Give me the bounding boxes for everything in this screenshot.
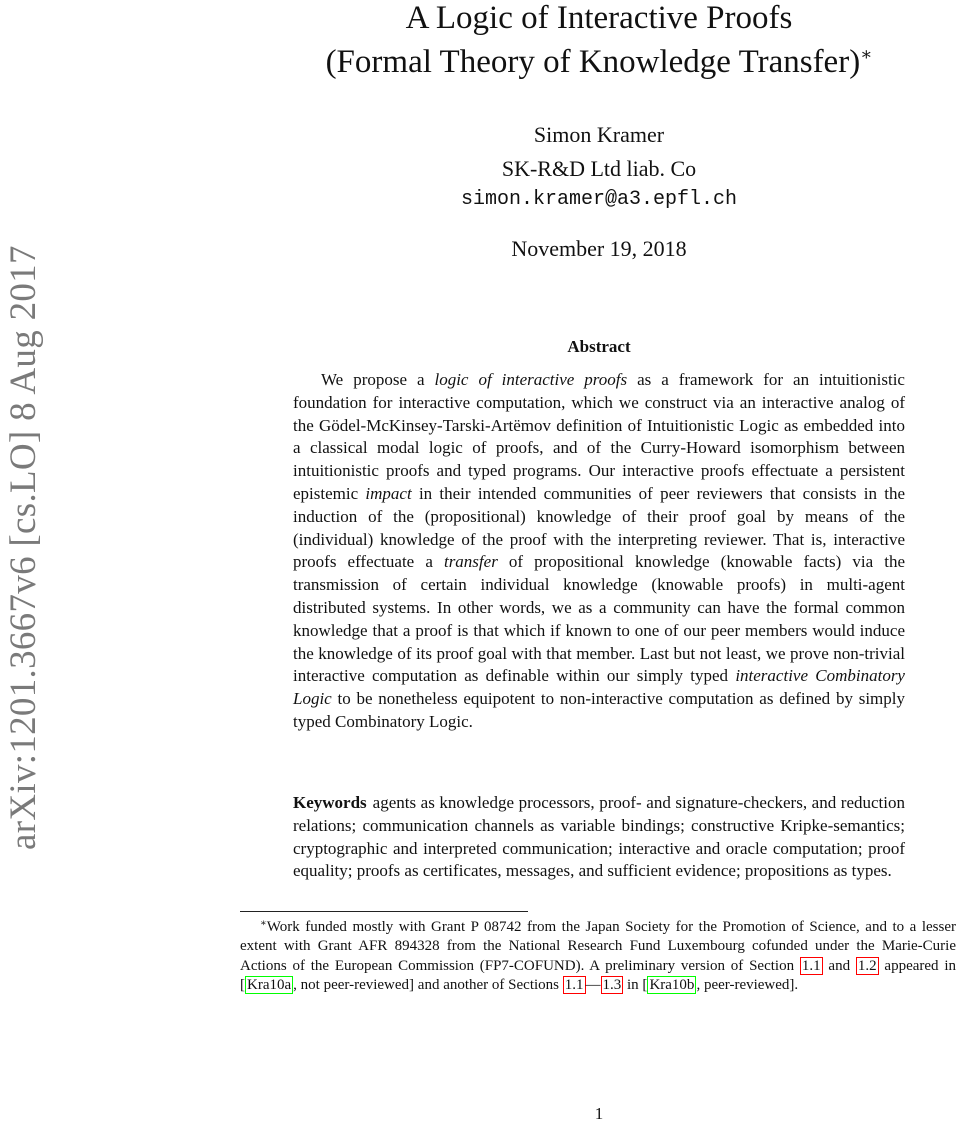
abstract-emphasis-2: impact bbox=[365, 483, 412, 503]
paper-date: November 19, 2018 bbox=[511, 236, 687, 261]
arxiv-identifier: arXiv:1201.3667v6 [cs.LO] 8 Aug 2017 bbox=[3, 245, 44, 850]
section-ref-1-1-range-start[interactable]: 1.1 bbox=[564, 977, 584, 994]
abstract-body bbox=[293, 369, 905, 734]
keywords-label: Keywords bbox=[293, 793, 367, 812]
citation-kra10b[interactable]: Kra10b bbox=[649, 977, 695, 994]
footnote-dash: — bbox=[585, 977, 601, 994]
section-ref-1-2[interactable]: 1.2 bbox=[857, 957, 877, 974]
page-number: 1 bbox=[594, 1104, 604, 1123]
author-affiliation: SK-R&D Ltd liab. Co bbox=[501, 156, 697, 181]
footnote-text-4: , not peer-reviewed] and another of Sections bbox=[293, 977, 563, 994]
footnote-text-6: in [ bbox=[623, 977, 648, 994]
footnote-text-3: appeared in [ bbox=[240, 957, 956, 994]
footnote-mark: ∗ bbox=[260, 918, 267, 929]
footnote-text-2: and bbox=[822, 957, 856, 974]
footnote-rule bbox=[240, 911, 528, 912]
title-line-2-text: (Formal Theory of Knowledge Transfer) bbox=[325, 44, 861, 80]
author-email[interactable]: simon.kramer@a3.epfl.ch bbox=[460, 188, 738, 211]
section-ref-1-3-range-end[interactable]: 1.3 bbox=[602, 977, 622, 994]
title-footnote-mark: ∗ bbox=[860, 44, 873, 64]
paper-title bbox=[240, 0, 958, 84]
keywords-paragraph bbox=[293, 792, 905, 883]
keywords-text: agents as knowledge processors, proof- and signature-checkers, and reduction relations; communication channels as variable bindings; constructive Kripke-semantics; cryptographic and interpreted communication; interactive and oracle computation; proof equality; proofs as certificates, messages, and sufficient evidence; propositions as types. bbox=[293, 793, 905, 881]
abstract-emphasis-4: interactive Combinatory Logic bbox=[293, 666, 905, 709]
section-ref-1-1[interactable]: 1.1 bbox=[801, 957, 821, 974]
footnote-text-1: Work funded mostly with Grant P 08742 from the Japan Society for the Promotion of Science, and to a lesser extent with Grant AFR 894328 from the National Research Fund Luxembourg cofunded under the Marie-Curie Actions of the European Commission (FP7-COFUND). A preliminary version of Section bbox=[240, 919, 956, 974]
abstract-text-1: We propose a bbox=[321, 370, 435, 389]
author-name: Simon Kramer bbox=[533, 122, 665, 147]
citation-kra10a[interactable]: Kra10a bbox=[247, 977, 292, 994]
title-line-1: A Logic of Interactive Proofs bbox=[405, 0, 793, 36]
abstract-heading: Abstract bbox=[567, 337, 631, 356]
footnote bbox=[240, 918, 956, 996]
title-line-2 bbox=[240, 40, 958, 84]
abstract-emphasis-1: logic of interactive proofs bbox=[434, 370, 628, 389]
footnote-text-7: , peer-reviewed]. bbox=[696, 977, 799, 994]
abstract-emphasis-3: transfer bbox=[443, 552, 498, 572]
abstract-text-3: in their intended communities of peer reviewers that consists in the induction of the (propositional) knowledge of their proof goal by means of the (individual) knowledge of the proof with the interpreting reviewer. That is, interactive proofs effectuate a bbox=[293, 483, 905, 572]
abstract-text-4: of propositional knowledge (knowable facts) via the transmission of certain individual knowledge (knowable proofs) in multi-agent distributed systems. In other words, we as a community can have the formal common knowledge that a proof is that which if known to one of our peer members would induce the knowledge of its proof goal with that member. Last but not least, we prove non-trivial interactive computation as definable within our simply typed bbox=[293, 552, 905, 686]
abstract-text-2: as a framework for an intuitionistic foundation for interactive computation, which we construct via an interactive analog of the Gödel-McKinsey-Tarski-Artëmov definition of Intuitionistic Logic as embedded into a classical modal logic of proofs, and of the Curry-Howard isomorphism between intuitionistic proofs and typed programs. Our interactive proofs effectuate a persistent epistemic bbox=[293, 370, 905, 503]
abstract-text-5: to be nonetheless equipotent to non-interactive computation as defined by simply typed Combinatory Logic. bbox=[293, 689, 905, 731]
